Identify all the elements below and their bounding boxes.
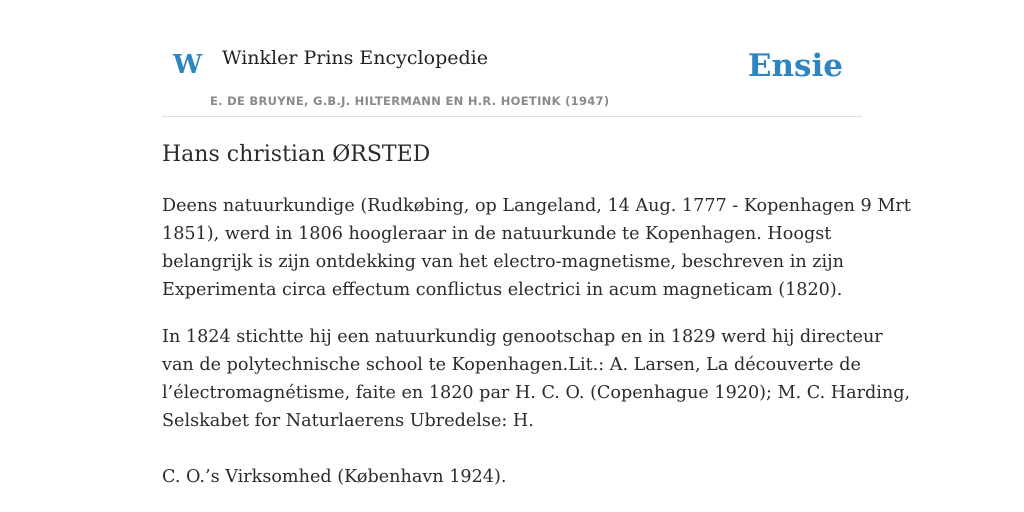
ensie-logo[interactable]: Ensie: [747, 48, 843, 84]
winkler-prins-logo-icon[interactable]: W: [173, 50, 203, 80]
article-paragraph: [162, 323, 911, 435]
source-header: [162, 0, 862, 117]
paragraph-line: Selskabet for Naturlaerens Ubredelse: H.: [162, 411, 534, 431]
paragraph-line: C. O.’s Virksomhed (København 1924).: [162, 467, 507, 487]
paragraph-line: Experimenta circa effectum conflictus electrici in acum magneticam (1820).: [162, 280, 843, 300]
source-title-link[interactable]: Winkler Prins Encyclopedie: [222, 47, 488, 69]
paragraph-line: 1851), werd in 1806 hoogleraar in de natuurkunde te Kopenhagen. Hoogst: [162, 224, 832, 244]
article-title: Hans christian ØRSTED: [162, 142, 431, 167]
paragraph-line: van de polytechnische school te Kopenhagen.Lit.: A. Larsen, La découverte de: [162, 355, 861, 375]
article-paragraph: [162, 463, 867, 491]
paragraph-line: Deens natuurkundige (Rudkøbing, op Langeland, 14 Aug. 1777 - Kopenhagen 9 Mrt: [162, 196, 911, 216]
source-authors: E. DE BRUYNE, G.B.J. HILTERMANN EN H.R. HOETINK (1947): [210, 94, 610, 108]
page-container: [162, 0, 911, 487]
article-paragraph: [162, 192, 911, 304]
paragraph-line: l’électromagnétisme, faite en 1820 par H. C. O. (Copenhague 1920); M. C. Harding,: [162, 383, 911, 403]
paragraph-line: belangrijk is zijn ontdekking van het electro-magnetisme, beschreven in zijn: [162, 252, 844, 272]
paragraph-line: In 1824 stichtte hij een natuurkundig genootschap en in 1829 werd hij directeur: [162, 327, 883, 347]
